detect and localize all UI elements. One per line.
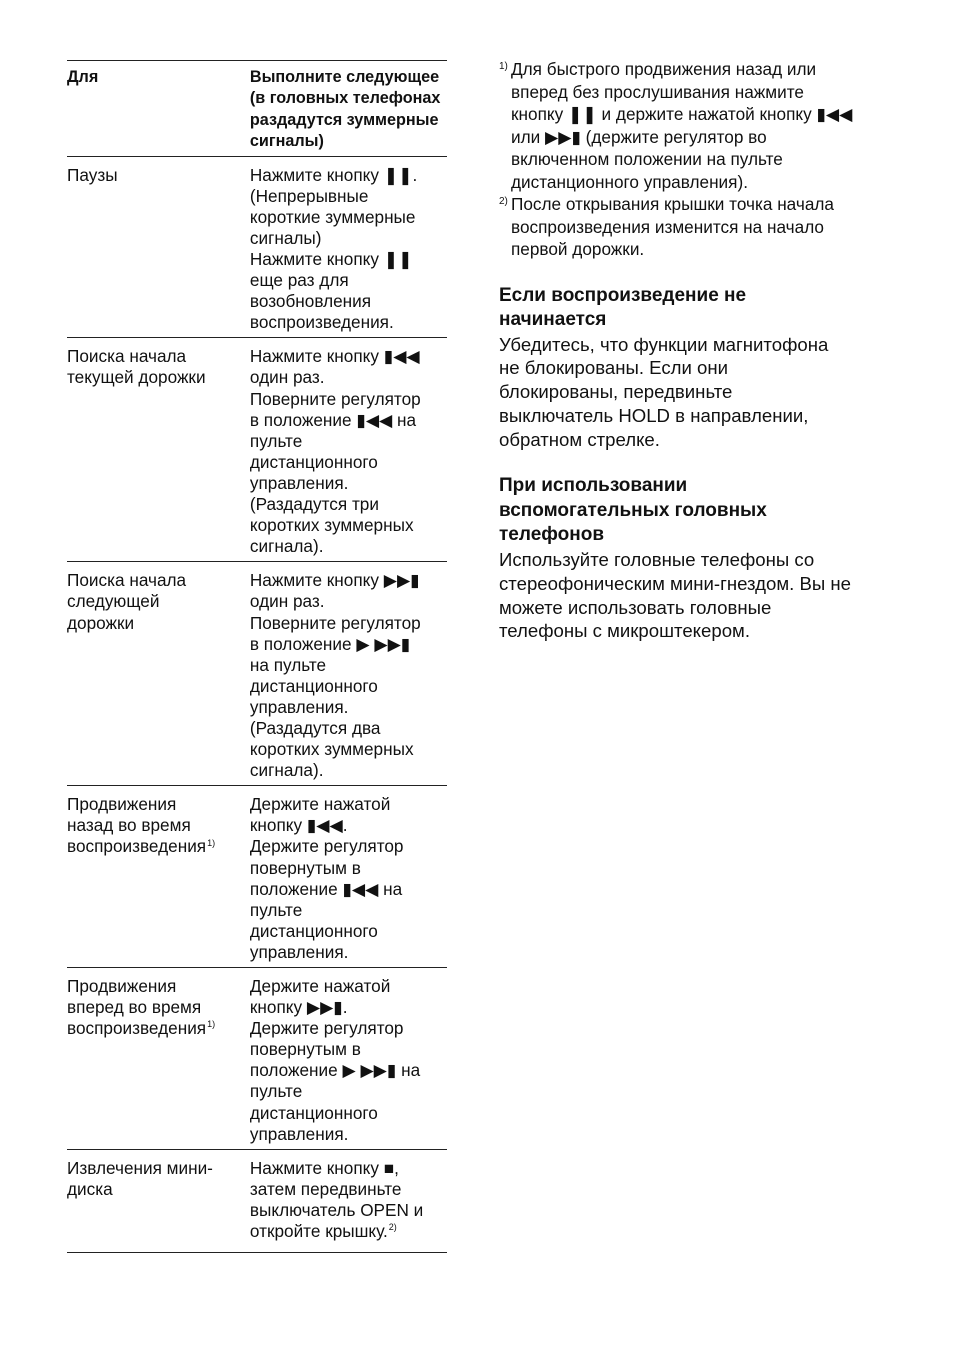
header-purpose: Для xyxy=(67,61,250,157)
section-body-headphones: Используйте головные телефоны со стереофоническим мини-гнездом. Вы не можете использовать головные телефоны с микроштекером. xyxy=(499,548,852,642)
row-purpose: Поиска начала следующей дорожки xyxy=(67,562,250,786)
section-heading-playback: Если воспроизведение не начинается xyxy=(499,284,747,330)
table-row xyxy=(67,968,447,1150)
row-action: Держите нажатой кнопку ▶▶▮. Держите регулятор повернутым в положение ▶ ▶▶▮ на пульте дистанционного управления. xyxy=(250,968,447,1150)
table-row xyxy=(67,156,447,338)
row-action: Держите нажатой кнопку ▮◀◀. Держите регулятор повернутым в положение ▮◀◀ на пульте дистанционного управления. xyxy=(250,786,447,968)
footnote-number: 2) xyxy=(499,196,508,207)
footnote-1: 1) Для быстрого продвижения назад или вперед без прослушивания нажмите кнопку ❚❚ и держите нажатой кнопку ▮◀◀ или ▶▶▮ (держите регулятор во включенном положении на пульте дистанционного управления). xyxy=(499,58,889,193)
row-purpose: Продвижения вперед во время воспроизведения$^{1)}$ xyxy=(67,968,250,1150)
table-row xyxy=(67,1149,447,1252)
table-row xyxy=(67,786,447,968)
table-header-row xyxy=(67,61,447,157)
footnote-number: 1) xyxy=(499,61,508,72)
row-purpose: Извлечения мини- диска xyxy=(67,1149,250,1252)
row-action: Нажмите кнопку ■, затем передвиньте выключатель OPEN и откройте крышку.$^{2)}$ xyxy=(250,1149,447,1252)
table-row xyxy=(67,562,447,786)
row-purpose: Паузы xyxy=(67,156,250,338)
section-heading-headphones: При использовании вспомогательных головных телефонов xyxy=(499,475,767,546)
notes-column xyxy=(499,58,889,643)
row-purpose: Продвижения назад во время воспроизведения$^{1)}$ xyxy=(67,786,250,968)
footnote-2: 2) После открывания крышки точка начала воспроизведения изменится на начало первой дорожки. xyxy=(499,193,889,261)
footnote-ref: 1) xyxy=(207,1019,216,1030)
header-action: Выполните следующее (в головных телефонах раздадутся зуммерные сигналы) xyxy=(250,61,447,157)
footnote-ref: 1) xyxy=(207,837,216,848)
row-action: Нажмите кнопку ▶▶▮ один раз. Поверните регулятор в положение ▶ ▶▶▮ на пульте дистанционного управления. (Раздадутся два коротких зуммерных сигнала). xyxy=(250,562,447,786)
row-purpose: Поиска начала текущей дорожки xyxy=(67,338,250,562)
row-action: Нажмите кнопку ▮◀◀ один раз. Поверните регулятор в положение ▮◀◀ на пульте дистанционного управления. (Раздадутся три коротких зуммерных сигнала). xyxy=(250,338,447,562)
section-body-playback: Убедитесь, что функции магнитофона не блокированы. Если они блокированы, передвиньте выключатель HOLD в направлении, обратном стрелке. xyxy=(499,333,829,450)
footnote-ref: 2) xyxy=(388,1222,397,1233)
row-action: Нажмите кнопку ❚❚. (Непрерывные короткие зуммерные сигналы) Нажмите кнопку ❚❚ еще раз для возобновления воспроизведения. xyxy=(250,156,447,338)
operations-column xyxy=(67,60,447,1253)
table-row xyxy=(67,338,447,562)
operations-table xyxy=(67,60,447,1253)
